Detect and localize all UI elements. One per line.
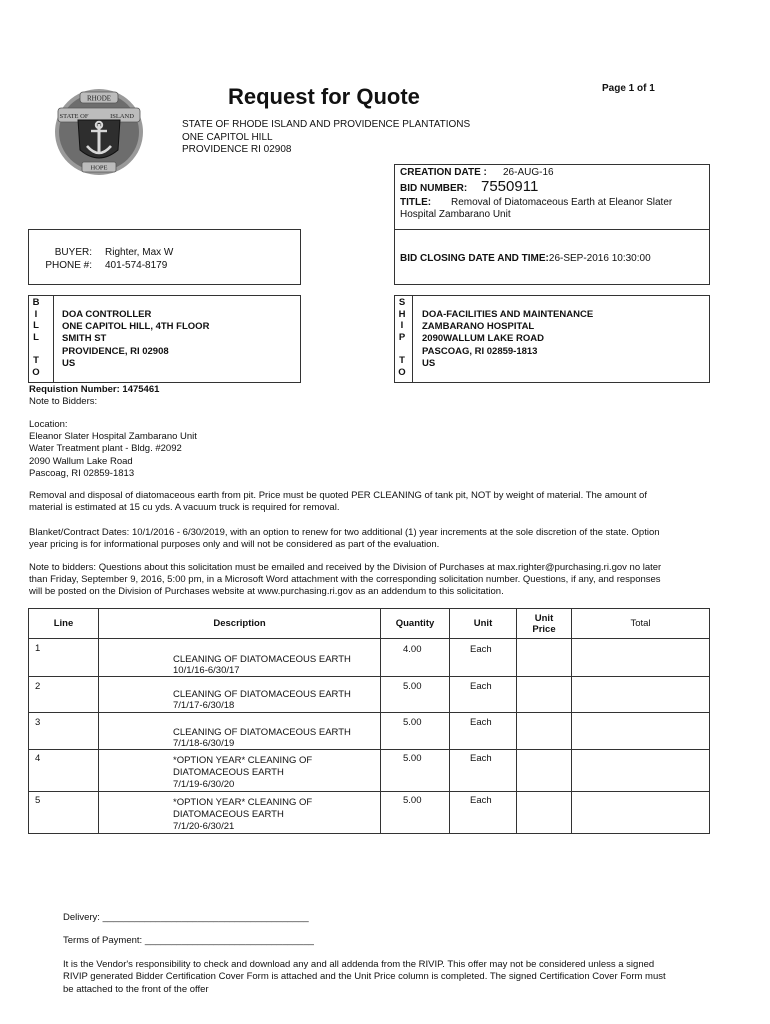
line-number: 4 (29, 750, 99, 792)
line-description: CLEANING OF DIATOMACEOUS EARTH 7/1/17-6/30/18 (99, 677, 381, 713)
ship-to-vertical-label: S H I P T O (398, 297, 406, 378)
closing-box (394, 229, 710, 285)
line-unit: Each (450, 792, 517, 834)
line-quantity: 5.00 (381, 677, 450, 713)
questions-paragraph: Note to bidders: Questions about this solicitation must be emailed and received by the Division of Purchases at max.righter@purchasing.ri.gov no later than Friday, September 9, 2016, 5:00 pm, in a Microsoft Word attachment with the corresponding solicitation number. Questions, if any, and responses will be posted on the Division of Purchases website at www.purchasing.ri.gov as an addendum to this solicitation. (29, 562, 662, 598)
line-total-cell[interactable] (572, 639, 710, 677)
line-number: 3 (29, 713, 99, 750)
table-row (29, 677, 710, 713)
issuer-address: STATE OF RHODE ISLAND AND PROVIDENCE PLANTATIONS ONE CAPITOL HILL PROVIDENCE RI 02908 (182, 119, 471, 155)
line-unit-price-cell[interactable] (517, 792, 572, 834)
line-description: CLEANING OF DIATOMACEOUS EARTH 10/1/16-6/30/17 (99, 639, 381, 677)
col-total-header: Total (572, 609, 710, 639)
table-header-row (29, 609, 710, 639)
creation-date-label: CREATION DATE : (400, 167, 487, 178)
ship-to-box (394, 295, 710, 383)
location-block: Location: Eleanor Slater Hospital Zambarano Unit Water Treatment plant - Bldg. #2092 2090 Wallum Lake Road Pascoag, RI 02859-1813 (29, 419, 197, 479)
bill-to-box (28, 295, 301, 383)
bid-number-label: BID NUMBER: (400, 183, 468, 194)
vendor-notice: It is the Vendor's responsibility to check and download any and all addenda from the RIVIP. This offer may not be considered unless a signed RIVIP generated Bidder Certification Cover Form is attached and the Unit Price column is completed. The signed Certification Cover Form must be attached to the front of the offer (63, 959, 666, 995)
line-total-cell[interactable] (572, 677, 710, 713)
line-number: 1 (29, 639, 99, 677)
seal-text-bottom: HOPE (90, 164, 108, 172)
line-quantity: 5.00 (381, 792, 450, 834)
creation-date: 26-AUG-16 (503, 167, 554, 178)
closing-info (400, 253, 651, 264)
bill-to-address: DOA CONTROLLER ONE CAPITOL HILL, 4TH FLOOR SMITH ST PROVIDENCE, RI 02908 US (62, 309, 210, 369)
line-unit: Each (450, 713, 517, 750)
col-quantity-header: Quantity (381, 609, 450, 639)
col-unit-header: Unit (450, 609, 517, 639)
bid-number: 7550911 (481, 178, 539, 195)
buyer-name: Righter, Max W (105, 247, 174, 258)
line-quantity: 5.00 (381, 713, 450, 750)
line-unit: Each (450, 677, 517, 713)
line-description: *OPTION YEAR* CLEANING OF DIATOMACEOUS EARTH 7/1/20-6/30/21 (99, 792, 381, 834)
seal-text-top: RHODE (86, 94, 112, 103)
note-to-bidders-label: Note to Bidders: (29, 396, 98, 408)
line-description: CLEANING OF DIATOMACEOUS EARTH 7/1/18-6/30/19 (99, 713, 381, 750)
line-number: 5 (29, 792, 99, 834)
requisition-block (29, 384, 159, 408)
phone-label: PHONE #: (45, 260, 92, 271)
bid-title-line2: Hospital Zambarano Unit (400, 209, 511, 220)
seal-text-right: ISLAND (110, 113, 134, 120)
table-row (29, 750, 710, 792)
page-title: Request for Quote (228, 84, 420, 109)
line-items-table (28, 608, 710, 834)
line-description: *OPTION YEAR* CLEANING OF DIATOMACEOUS EARTH 7/1/19-6/30/20 (99, 750, 381, 792)
state-seal (50, 84, 148, 180)
table-row (29, 792, 710, 834)
line-unit-price-cell[interactable] (517, 677, 572, 713)
ship-to-address: DOA-FACILITIES AND MAINTENANCE ZAMBARANO HOSPITAL 2090WALLUM LAKE ROAD PASCOAG, RI 02859-1813 US (422, 309, 594, 369)
blanket-paragraph: Blanket/Contract Dates: 10/1/2016 - 6/30/2019, with an option to renew for two additional (1) year increments at the sole discretion of the state. Option year pricing is for informational purposes only and will not be considered as part of the evaluation. (29, 527, 660, 551)
removal-paragraph: Removal and disposal of diatomaceous earth from pit. Price must be quoted PER CLEANING of tank pit, NOT by weight of material. The amount of material is estimated at 15 cu yds. A vacuum truck is required for removal. (29, 490, 647, 514)
line-unit-price-cell[interactable] (517, 750, 572, 792)
delivery-field[interactable]: Delivery: _______________________________________ (63, 912, 309, 923)
table-row (29, 713, 710, 750)
closing-value: 26-SEP-2016 10:30:00 (548, 253, 651, 264)
page-number: Page 1 of 1 (602, 83, 655, 94)
line-quantity: 5.00 (381, 750, 450, 792)
line-unit: Each (450, 639, 517, 677)
line-unit-price-cell[interactable] (517, 639, 572, 677)
bid-info-box (394, 164, 710, 229)
requisition-number: 1475461 (122, 384, 160, 395)
col-line-header: Line (29, 609, 99, 639)
closing-label: BID CLOSING DATE AND TIME: (400, 253, 549, 264)
bid-title: Removal of Diatomaceous Earth at Eleanor Slater (451, 197, 673, 208)
col-unit-price-header: Unit Price (517, 609, 572, 639)
line-unit-price-cell[interactable] (517, 713, 572, 750)
line-number: 2 (29, 677, 99, 713)
line-total-cell[interactable] (572, 792, 710, 834)
requisition-label: Requistion Number: (29, 384, 120, 395)
line-quantity: 4.00 (381, 639, 450, 677)
table-row (29, 639, 710, 677)
col-description-header: Description (99, 609, 381, 639)
line-total-cell[interactable] (572, 750, 710, 792)
buyer-box (28, 229, 301, 285)
terms-of-payment-field[interactable]: Terms of Payment: ________________________________ (63, 935, 314, 946)
line-unit: Each (450, 750, 517, 792)
buyer-phone: 401-574-8179 (105, 260, 168, 271)
line-total-cell[interactable] (572, 713, 710, 750)
buyer-label: BUYER: (54, 247, 92, 258)
title-label: TITLE: (400, 197, 432, 208)
bill-to-vertical-label: B I L L T O (32, 297, 40, 378)
seal-text-left: STATE OF (59, 113, 89, 120)
